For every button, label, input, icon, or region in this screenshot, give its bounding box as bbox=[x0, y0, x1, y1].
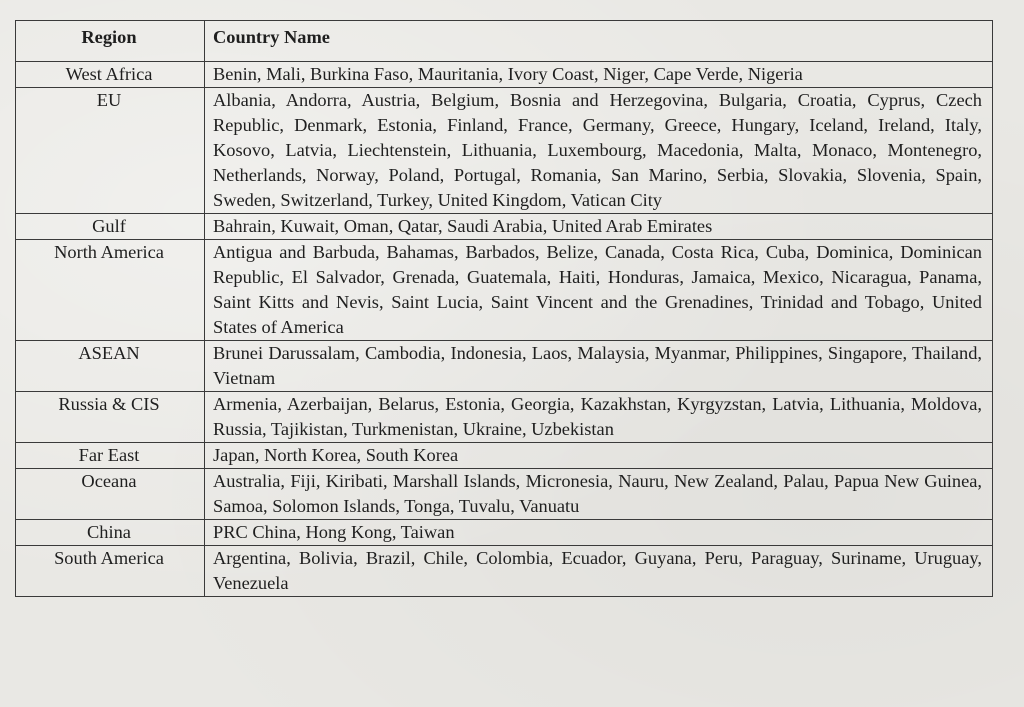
table-body bbox=[16, 62, 993, 597]
table-row-asean bbox=[16, 341, 993, 392]
table-row-china bbox=[16, 520, 993, 546]
country-list-cell: Brunei Darussalam, Cambodia, Indonesia, Laos, Malaysia, Myanmar, Philippines, Singapore, Thailand, Vietnam bbox=[205, 341, 993, 392]
country-list-cell: Argentina, Bolivia, Brazil, Chile, Colombia, Ecuador, Guyana, Peru, Paraguay, Suriname, Uruguay, Venezuela bbox=[205, 546, 993, 597]
table-row-oceana bbox=[16, 469, 993, 520]
table-row-south-america bbox=[16, 546, 993, 597]
region-cell: China bbox=[16, 520, 205, 546]
table-row-eu bbox=[16, 88, 993, 214]
region-cell: Oceana bbox=[16, 469, 205, 520]
region-country-table bbox=[15, 20, 993, 597]
region-cell: North America bbox=[16, 240, 205, 341]
region-cell: EU bbox=[16, 88, 205, 214]
region-cell: South America bbox=[16, 546, 205, 597]
region-cell: Russia & CIS bbox=[16, 392, 205, 443]
header-row bbox=[16, 21, 993, 62]
country-list-cell: Antigua and Barbuda, Bahamas, Barbados, Belize, Canada, Costa Rica, Cuba, Dominica, Dominican Republic, El Salvador, Grenada, Guatemala, Haiti, Honduras, Jamaica, Mexico, Nicaragua, Panama, Saint Kitts and Nevis, Saint Lucia, Saint Vincent and the Grenadines, Trinidad and Tobago, United States of America bbox=[205, 240, 993, 341]
region-cell: West Africa bbox=[16, 62, 205, 88]
table-row-russia-cis bbox=[16, 392, 993, 443]
country-list-cell: Japan, North Korea, South Korea bbox=[205, 443, 993, 469]
country-list-cell: Armenia, Azerbaijan, Belarus, Estonia, Georgia, Kazakhstan, Kyrgyzstan, Latvia, Lithuania, Moldova, Russia, Tajikistan, Turkmenistan, Ukraine, Uzbekistan bbox=[205, 392, 993, 443]
table-row-gulf bbox=[16, 214, 993, 240]
country-list-cell: Bahrain, Kuwait, Oman, Qatar, Saudi Arabia, United Arab Emirates bbox=[205, 214, 993, 240]
country-list-cell: Australia, Fiji, Kiribati, Marshall Islands, Micronesia, Nauru, New Zealand, Palau, Papua New Guinea, Samoa, Solomon Islands, Tonga, Tuvalu, Vanuatu bbox=[205, 469, 993, 520]
region-cell: Far East bbox=[16, 443, 205, 469]
country-list-cell: PRC China, Hong Kong, Taiwan bbox=[205, 520, 993, 546]
table-row-north-america bbox=[16, 240, 993, 341]
region-column-header: Region bbox=[16, 21, 205, 62]
country-list-cell: Albania, Andorra, Austria, Belgium, Bosnia and Herzegovina, Bulgaria, Croatia, Cyprus, Czech Republic, Denmark, Estonia, Finland, France, Germany, Greece, Hungary, Iceland, Ireland, Italy, Kosovo, Latvia, Liechtenstein, Lithuania, Luxembourg, Macedonia, Malta, Monaco, Montenegro, Netherlands, Norway, Poland, Portugal, Romania, San Marino, Serbia, Slovakia, Slovenia, Spain, Sweden, Switzerland, Turkey, United Kingdom, Vatican City bbox=[205, 88, 993, 214]
region-cell: Gulf bbox=[16, 214, 205, 240]
table-header bbox=[16, 21, 993, 62]
country-list-cell: Benin, Mali, Burkina Faso, Mauritania, Ivory Coast, Niger, Cape Verde, Nigeria bbox=[205, 62, 993, 88]
table-row-west-africa bbox=[16, 62, 993, 88]
country-column-header: Country Name bbox=[205, 21, 993, 62]
region-cell: ASEAN bbox=[16, 341, 205, 392]
table-row-far-east bbox=[16, 443, 993, 469]
